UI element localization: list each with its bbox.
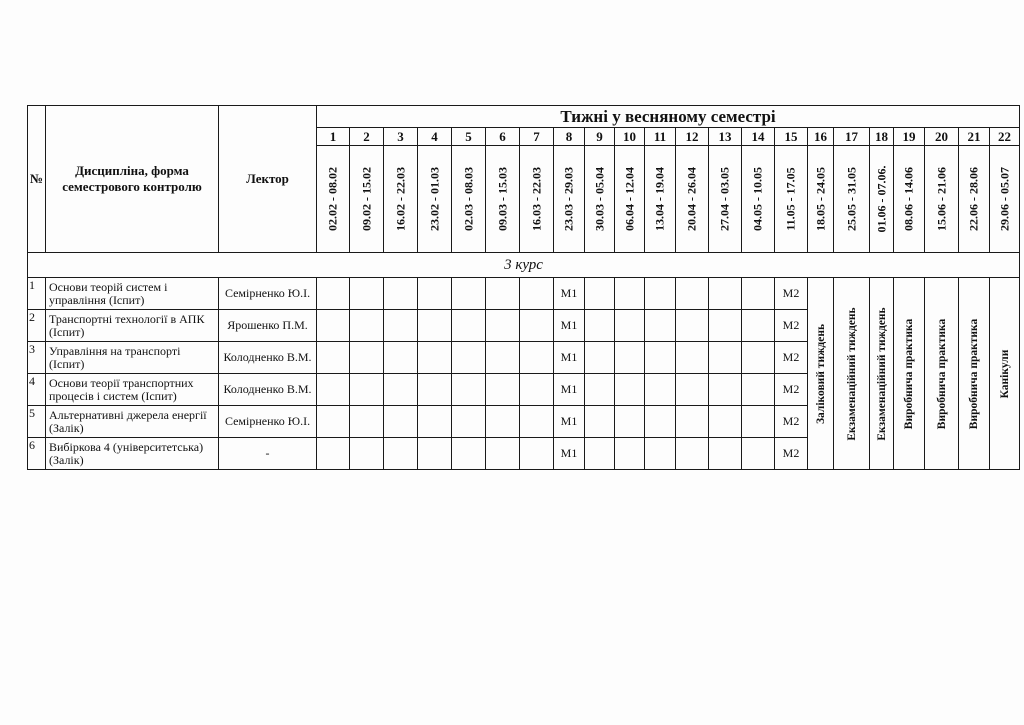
period-label: Канікули	[998, 349, 1011, 398]
week-cell	[645, 438, 676, 470]
module-2-cell: М2	[775, 310, 808, 342]
week-date: 09.03 - 15.03	[495, 167, 509, 231]
header-lecturer: Лектор	[219, 106, 317, 253]
week-number: 3	[384, 128, 418, 146]
week-cell	[676, 406, 709, 438]
row-number: 5	[28, 406, 46, 438]
week-cell	[645, 406, 676, 438]
week-cell	[676, 342, 709, 374]
week-cell	[350, 342, 384, 374]
week-number: 1	[317, 128, 350, 146]
week-cell	[452, 342, 486, 374]
week-date-cell	[925, 146, 959, 253]
week-cell	[709, 310, 742, 342]
week-date-cell	[486, 146, 520, 253]
week-cell	[317, 310, 350, 342]
discipline-cell: Вибіркова 4 (університетська) (Залік)	[46, 438, 219, 470]
week-cell	[585, 374, 615, 406]
week-cell	[452, 278, 486, 310]
week-cell	[709, 342, 742, 374]
week-number: 5	[452, 128, 486, 146]
lecturer-cell: Ярошенко П.М.	[219, 310, 317, 342]
week-cell	[486, 278, 520, 310]
week-number: 20	[925, 128, 959, 146]
week-number: 18	[870, 128, 894, 146]
week-cell	[585, 406, 615, 438]
discipline-cell: Управління на транспорті (Іспит)	[46, 342, 219, 374]
week-date-cell	[775, 146, 808, 253]
week-cell	[486, 342, 520, 374]
lecturer-cell: Семірненко Ю.І.	[219, 278, 317, 310]
week-date-cell	[894, 146, 925, 253]
week-date: 23.02 - 01.03	[427, 167, 441, 231]
row-number: 4	[28, 374, 46, 406]
week-date: 29.06 - 05.07	[997, 167, 1012, 231]
week-cell	[676, 374, 709, 406]
week-cell	[317, 374, 350, 406]
period-label: Виробнича практика	[968, 318, 980, 429]
week-date-cell	[384, 146, 418, 253]
module-1-cell: М1	[554, 278, 585, 310]
week-cell	[742, 406, 775, 438]
week-cell	[384, 310, 418, 342]
period-label: Заліковий тиждень	[814, 323, 827, 424]
week-cell	[350, 406, 384, 438]
week-number: 2	[350, 128, 384, 146]
week-cell	[676, 310, 709, 342]
week-date: 01.06 - 07.06.	[874, 165, 888, 233]
week-cell	[317, 278, 350, 310]
header-discipline: Дисципліна, форма семестрового контролю	[46, 106, 219, 253]
week-cell	[645, 342, 676, 374]
week-cell	[520, 374, 554, 406]
merged-period-cell	[834, 278, 870, 470]
week-date: 27.04 - 03.05	[717, 167, 732, 231]
header-weeks-title: Тижні у весняному семестрі	[317, 106, 1020, 128]
week-cell	[520, 278, 554, 310]
module-2-cell: М2	[775, 278, 808, 310]
week-date: 06.04 - 12.04	[622, 167, 636, 231]
merged-period-cell	[990, 278, 1020, 470]
module-1-cell: М1	[554, 406, 585, 438]
week-number: 22	[990, 128, 1020, 146]
week-cell	[350, 374, 384, 406]
week-number: 21	[959, 128, 990, 146]
week-cell	[520, 310, 554, 342]
schedule-table	[27, 105, 1020, 470]
week-date: 30.03 - 05.04	[592, 167, 606, 231]
week-number: 10	[615, 128, 645, 146]
row-number: 1	[28, 278, 46, 310]
week-cell	[742, 374, 775, 406]
week-date: 22.06 - 28.06	[966, 167, 981, 231]
week-cell	[709, 374, 742, 406]
discipline-cell: Транспортні технології в АПК (Іспит)	[46, 310, 219, 342]
week-cell	[585, 342, 615, 374]
module-2-cell: М2	[775, 342, 808, 374]
week-date-cell	[709, 146, 742, 253]
week-cell	[317, 438, 350, 470]
table-row	[28, 278, 1020, 310]
week-cell	[585, 438, 615, 470]
module-1-cell: М1	[554, 342, 585, 374]
week-cell	[418, 278, 452, 310]
week-cell	[384, 342, 418, 374]
week-cell	[317, 342, 350, 374]
row-number: 3	[28, 342, 46, 374]
week-date-cell	[520, 146, 554, 253]
week-cell	[384, 438, 418, 470]
week-cell	[486, 310, 520, 342]
week-cell	[452, 438, 486, 470]
week-date-cell	[742, 146, 775, 253]
week-cell	[520, 438, 554, 470]
module-1-cell: М1	[554, 438, 585, 470]
week-cell	[520, 342, 554, 374]
week-number: 8	[554, 128, 585, 146]
week-date-cell	[615, 146, 645, 253]
week-date: 04.05 - 10.05	[750, 167, 765, 231]
week-cell	[418, 310, 452, 342]
row-number: 2	[28, 310, 46, 342]
week-cell	[486, 438, 520, 470]
week-number: 14	[742, 128, 775, 146]
week-date-cell	[645, 146, 676, 253]
week-cell	[350, 278, 384, 310]
week-date-cell	[676, 146, 709, 253]
week-cell	[645, 374, 676, 406]
week-date: 18.05 - 24.05	[813, 167, 827, 231]
merged-period-cell	[894, 278, 925, 470]
week-number: 7	[520, 128, 554, 146]
week-cell	[452, 406, 486, 438]
week-date-cell	[554, 146, 585, 253]
week-number: 16	[808, 128, 834, 146]
week-cell	[317, 406, 350, 438]
week-date: 16.02 - 22.03	[393, 167, 407, 231]
lecturer-cell: -	[219, 438, 317, 470]
discipline-cell: Основи теорії транспортних процесів і систем (Іспит)	[46, 374, 219, 406]
week-date-cell	[959, 146, 990, 253]
week-cell	[418, 406, 452, 438]
week-cell	[645, 310, 676, 342]
period-label: Виробнича практика	[903, 318, 915, 429]
course-label: 3 курс	[28, 253, 1020, 278]
module-1-cell: М1	[554, 374, 585, 406]
week-date: 09.02 - 15.02	[359, 167, 373, 231]
row-number: 6	[28, 438, 46, 470]
week-number: 19	[894, 128, 925, 146]
period-label: Екзаменаційний тиждень	[845, 306, 858, 441]
period-label: Виробнича практика	[935, 318, 948, 429]
week-date-cell	[808, 146, 834, 253]
week-cell	[585, 310, 615, 342]
header-no: №	[28, 106, 46, 253]
week-cell	[645, 278, 676, 310]
week-cell	[615, 310, 645, 342]
week-cell	[585, 278, 615, 310]
week-cell	[486, 374, 520, 406]
period-label: Екзаменаційний тиждень	[875, 306, 888, 441]
week-cell	[615, 342, 645, 374]
week-cell	[452, 374, 486, 406]
week-number: 11	[645, 128, 676, 146]
week-date-cell	[350, 146, 384, 253]
week-date-cell	[317, 146, 350, 253]
week-cell	[709, 406, 742, 438]
week-cell	[520, 406, 554, 438]
discipline-cell: Основи теорій систем і управління (Іспит)	[46, 278, 219, 310]
merged-period-cell	[925, 278, 959, 470]
week-number: 6	[486, 128, 520, 146]
week-cell	[742, 438, 775, 470]
week-date-cell	[585, 146, 615, 253]
week-cell	[615, 438, 645, 470]
week-date: 23.03 - 29.03	[561, 167, 576, 231]
module-2-cell: М2	[775, 374, 808, 406]
week-cell	[418, 374, 452, 406]
merged-period-cell	[808, 278, 834, 470]
week-number: 15	[775, 128, 808, 146]
week-date-cell	[870, 146, 894, 253]
week-number: 12	[676, 128, 709, 146]
week-cell	[452, 310, 486, 342]
week-date: 25.05 - 31.05	[844, 167, 858, 231]
week-cell	[350, 310, 384, 342]
week-cell	[742, 342, 775, 374]
week-cell	[486, 406, 520, 438]
week-date: 15.06 - 21.06	[934, 167, 948, 231]
week-cell	[742, 278, 775, 310]
lecturer-cell: Семірненко Ю.І.	[219, 406, 317, 438]
week-cell	[350, 438, 384, 470]
week-cell	[384, 406, 418, 438]
week-cell	[615, 374, 645, 406]
week-cell	[676, 438, 709, 470]
week-cell	[709, 278, 742, 310]
lecturer-cell: Колодненко В.М.	[219, 374, 317, 406]
week-cell	[709, 438, 742, 470]
week-date-cell	[418, 146, 452, 253]
week-date: 11.05 - 17.05	[783, 167, 798, 231]
week-date: 20.04 - 26.04	[684, 167, 699, 231]
module-2-cell: М2	[775, 406, 808, 438]
week-cell	[615, 406, 645, 438]
merged-period-cell	[870, 278, 894, 470]
week-date: 02.02 - 08.02	[325, 167, 340, 231]
week-cell	[418, 438, 452, 470]
module-1-cell: М1	[554, 310, 585, 342]
week-date: 16.03 - 22.03	[529, 167, 543, 231]
module-2-cell: М2	[775, 438, 808, 470]
week-date-cell	[452, 146, 486, 253]
week-date: 13.04 - 19.04	[652, 167, 667, 231]
week-date: 02.03 - 08.03	[461, 167, 475, 231]
week-cell	[676, 278, 709, 310]
week-cell	[384, 374, 418, 406]
week-cell	[384, 278, 418, 310]
week-date-cell	[990, 146, 1020, 253]
week-number: 9	[585, 128, 615, 146]
week-number: 17	[834, 128, 870, 146]
discipline-cell: Альтернативні джерела енергії (Залік)	[46, 406, 219, 438]
week-cell	[418, 342, 452, 374]
week-number: 13	[709, 128, 742, 146]
week-cell	[742, 310, 775, 342]
week-number: 4	[418, 128, 452, 146]
lecturer-cell: Колодненко В.М.	[219, 342, 317, 374]
week-cell	[615, 278, 645, 310]
merged-period-cell	[959, 278, 990, 470]
week-date-cell	[834, 146, 870, 253]
week-date: 08.06 - 14.06	[901, 167, 916, 231]
